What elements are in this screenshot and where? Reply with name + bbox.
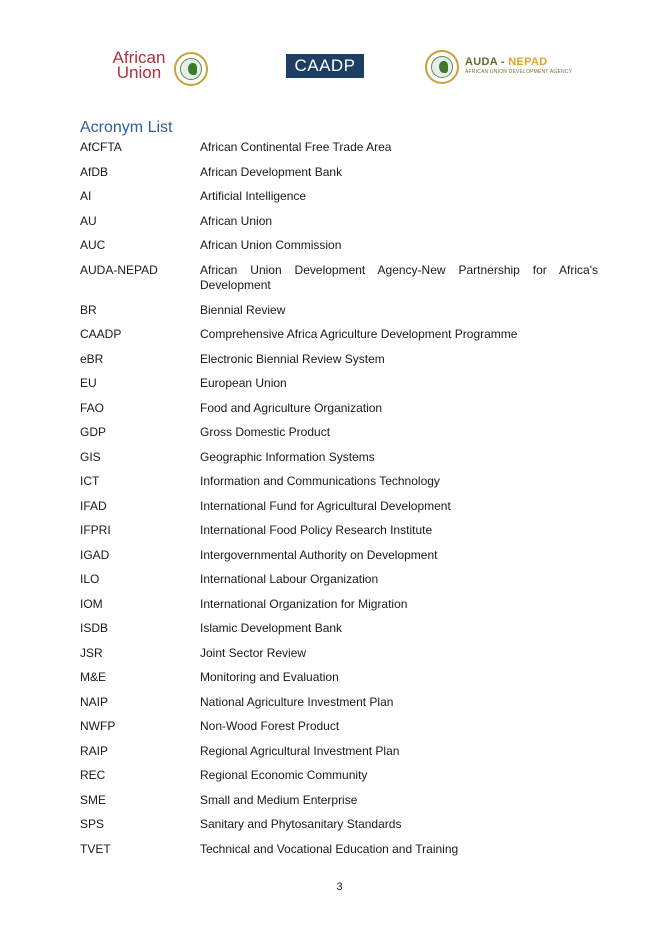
acronym-row: [80, 547, 598, 572]
acronym-abbreviation: NAIP: [80, 694, 109, 709]
acronym-abbreviation: eBR: [80, 351, 104, 366]
acronym-abbreviation: AI: [80, 189, 92, 203]
acronym-row: [80, 522, 598, 547]
acronym-row: [80, 262, 598, 302]
acronym-definition: Information and Communications Technology: [200, 474, 440, 488]
acronym-definition: Islamic Development Bank: [200, 621, 343, 635]
acronym-row: [80, 767, 598, 792]
auda-wordmark-right: NEPAD: [508, 56, 548, 68]
acronym-definition: African Union Commission: [200, 238, 342, 252]
acronym-definition: African Development Bank: [200, 164, 343, 179]
acronym-row: [80, 237, 598, 262]
acronym-row: [80, 816, 598, 841]
acronym-abbreviation: RAIP: [80, 743, 109, 758]
acronym-abbreviation: IGAD: [80, 547, 110, 562]
caadp-logo: CAADP: [286, 54, 364, 78]
acronym-abbreviation: SME: [80, 792, 107, 807]
acronym-row: [80, 351, 598, 376]
acronym-abbreviation: AUC: [80, 238, 106, 252]
acronym-abbreviation: IFPRI: [80, 523, 111, 537]
acronym-row: [80, 841, 598, 866]
acronym-row: [80, 449, 598, 474]
acronym-row: [80, 669, 598, 694]
acronym-row: [80, 694, 598, 719]
acronym-abbreviation: FAO: [80, 400, 105, 415]
au-wordmark-line2: Union: [116, 63, 162, 82]
acronym-definition: International Organization for Migration: [200, 596, 408, 611]
acronym-row: [80, 792, 598, 817]
acronym-abbreviation: EU: [80, 376, 97, 390]
acronym-definition: African Continental Free Trade Area: [200, 140, 392, 154]
acronym-list-heading: Acronym List: [80, 119, 173, 136]
acronym-definition: Regional Agricultural Investment Plan: [200, 743, 400, 758]
acronym-definition: Regional Economic Community: [200, 768, 368, 782]
page-number: 3: [336, 881, 343, 893]
acronym-row: [80, 213, 598, 238]
acronym-row: [80, 188, 598, 213]
acronym-abbreviation: AU: [80, 213, 97, 228]
acronym-row: [80, 571, 598, 596]
acronym-abbreviation: CAADP: [80, 327, 122, 341]
acronym-definition: Intergovernmental Authority on Development: [200, 547, 438, 562]
acronym-row: [80, 164, 598, 189]
acronym-row: [80, 596, 598, 621]
acronym-row: [80, 375, 598, 400]
auda-wordmark-left: AUDA -: [465, 56, 509, 68]
au-wordmark-line1: African: [112, 48, 166, 67]
acronym-definition: Geographic Information Systems: [200, 449, 375, 464]
acronym-definition: International Labour Organization: [200, 572, 379, 586]
acronym-definition: Electronic Biennial Review System: [200, 351, 385, 366]
auda-nepad-wordmark: [465, 56, 547, 68]
acronym-abbreviation: ISDB: [80, 621, 109, 635]
acronym-definition: Food and Agriculture Organization: [200, 400, 383, 415]
header-logos: [0, 48, 662, 88]
acronym-definition: International Fund for Agricultural Development: [200, 498, 451, 513]
acronym-abbreviation: JSR: [80, 645, 103, 660]
acronym-abbreviation: IFAD: [80, 498, 107, 513]
acronym-definition: Non-Wood Forest Product: [200, 719, 340, 733]
african-union-wordmark: [106, 50, 172, 80]
auda-nepad-logo: [425, 49, 573, 85]
acronym-abbreviation: ILO: [80, 572, 100, 586]
acronym-definition: Biennial Review: [200, 302, 286, 317]
acronym-row: [80, 718, 598, 743]
acronym-row: [80, 498, 598, 523]
acronym-row: [80, 302, 598, 327]
acronym-abbreviation: AUDA-NEPAD: [80, 262, 158, 277]
acronym-list: [80, 139, 598, 865]
acronym-row: [80, 645, 598, 670]
acronym-abbreviation: GIS: [80, 449, 101, 464]
acronym-abbreviation: AfCFTA: [80, 140, 122, 154]
auda-nepad-emblem-icon: [425, 50, 459, 84]
acronym-abbreviation: M&E: [80, 670, 107, 684]
acronym-row: [80, 620, 598, 645]
acronym-row: [80, 743, 598, 768]
acronym-abbreviation: GDP: [80, 425, 107, 439]
acronym-definition: European Union: [200, 376, 287, 390]
acronym-definition: Sanitary and Phytosanitary Standards: [200, 817, 402, 831]
african-union-logo: [106, 50, 210, 86]
acronym-abbreviation: TVET: [80, 841, 111, 856]
acronym-definition: International Food Policy Research Institute: [200, 523, 433, 537]
acronym-abbreviation: NWFP: [80, 719, 116, 733]
acronym-row: [80, 473, 598, 498]
auda-nepad-subtitle: AFRICAN UNION DEVELOPMENT AGENCY: [465, 69, 573, 75]
acronym-definition: National Agriculture Investment Plan: [200, 694, 394, 709]
acronym-definition: Technical and Vocational Education and Training: [200, 841, 459, 856]
acronym-row: [80, 400, 598, 425]
acronym-definition: Small and Medium Enterprise: [200, 792, 358, 807]
acronym-abbreviation: IOM: [80, 596, 103, 611]
acronym-definition: African Union: [200, 213, 273, 228]
acronym-abbreviation: SPS: [80, 817, 105, 831]
acronym-definition: African Union Development Agency-New Partnership for Africa's Development: [200, 262, 598, 292]
acronym-row: [80, 139, 598, 164]
acronym-row: [80, 424, 598, 449]
acronym-definition: Monitoring and Evaluation: [200, 670, 339, 684]
acronym-definition: Joint Sector Review: [200, 645, 307, 660]
acronym-row: [80, 326, 598, 351]
acronym-abbreviation: ICT: [80, 474, 100, 488]
acronym-abbreviation: AfDB: [80, 164, 109, 179]
acronym-abbreviation: REC: [80, 768, 106, 782]
acronym-definition: Gross Domestic Product: [200, 425, 331, 439]
acronym-definition: Artificial Intelligence: [200, 189, 307, 203]
african-union-emblem-icon: [174, 52, 208, 86]
acronym-definition: Comprehensive Africa Agriculture Development Programme: [200, 327, 518, 341]
acronym-abbreviation: BR: [80, 302, 97, 317]
